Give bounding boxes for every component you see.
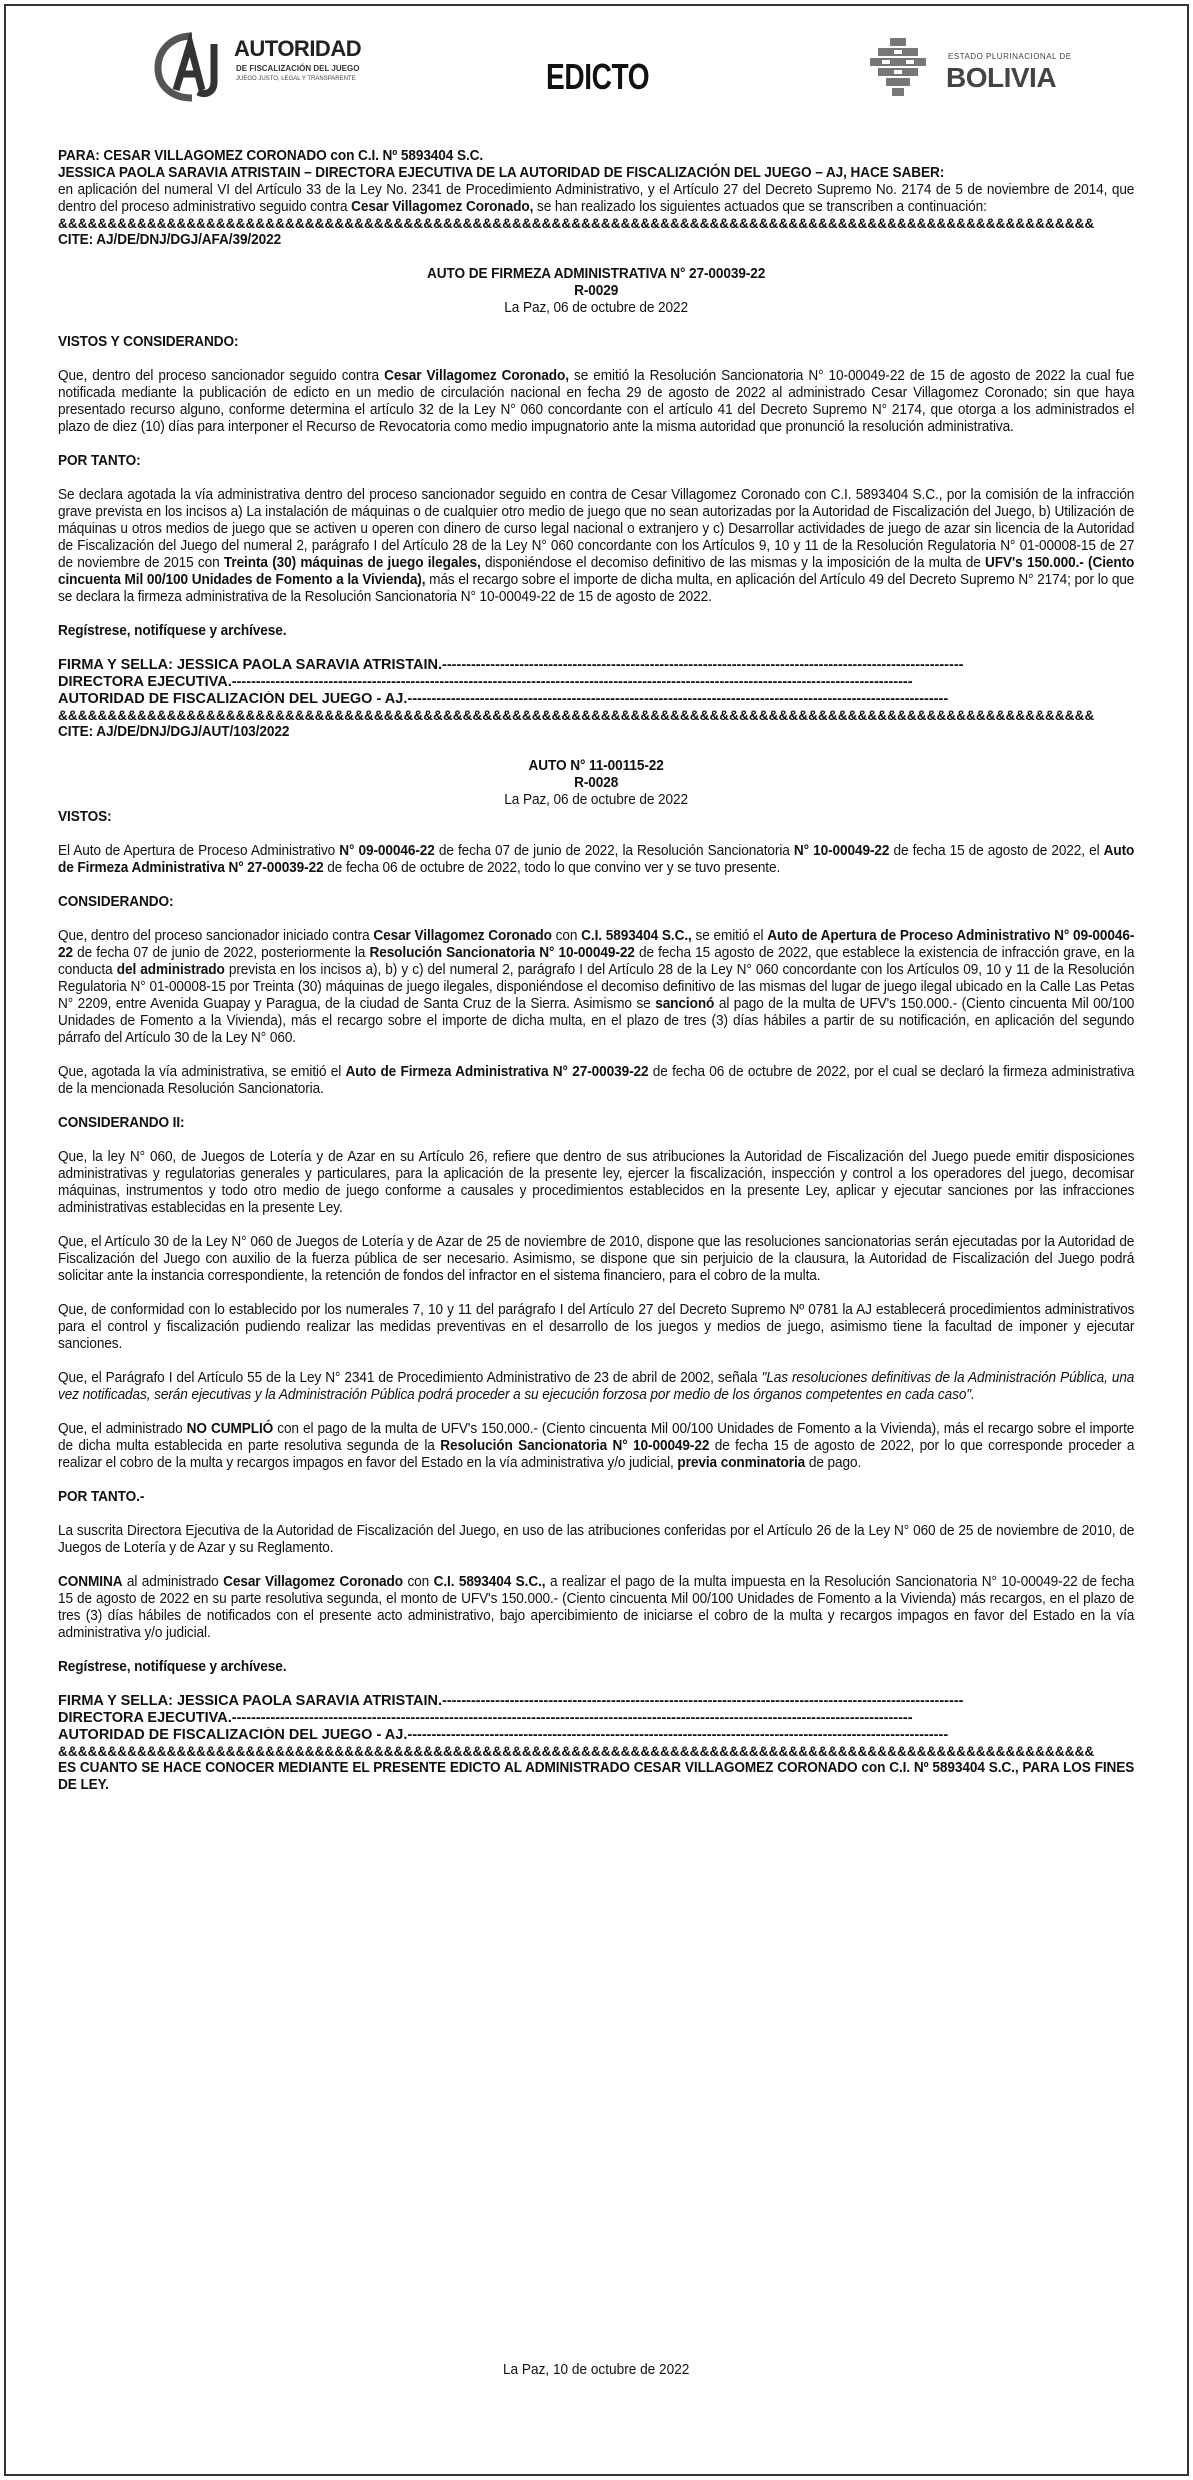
cons1-d: C.I. 5893404 S.C., <box>581 928 692 944</box>
separator-amp-3: &&&&&&&&&&&&&&&&&&&&&&&&&&&&&&&&&&&&&&&&&&&&&&&&&&&&&&&&&&&&&&&&&&&&&&&&&&&&&&&&&&&&&&&&&&&&&&&&&&&&&&&&& <box>58 1744 1095 1759</box>
auto1-portanto-paragraph <box>58 487 1134 606</box>
cons1-c: con <box>551 928 582 944</box>
auto2-considerando-heading: CONSIDERANDO: <box>58 894 174 910</box>
auto2-date: La Paz, 06 de octubre de 2022 <box>504 792 688 808</box>
c2p5-b: NO CUMPLIÓ <box>186 1421 274 1437</box>
auto2-c2-paragraph-4 <box>58 1370 1134 1404</box>
auto2-directora: DIRECTORA EJECUTIVA.--------------------------------------------------------------------------------------------------------------------------------------------- <box>58 1710 913 1726</box>
cons1-i: de fecha 15 agosto de 2022, que establece la existencia de infracción grave, en la conducta <box>58 945 1135 978</box>
aj-logo <box>154 32 374 102</box>
cons1-j: del administrado <box>116 962 225 978</box>
auto2-vistos-c: de fecha 07 de junio de 2022, la Resolución Sancionatoria <box>434 843 794 859</box>
recipient-line: PARA: CESAR VILLAGOMEZ CORONADO con C.I. Nº 5893404 S.C. <box>58 148 484 164</box>
footer-date <box>0 2362 1193 2378</box>
pt2-b: al administrado <box>122 1574 224 1590</box>
pt2-f: a realizar el pago de la multa impuesta en la Resolución Sancionatoria N° 10-00049-22 de fecha 15 de agosto de 2022 en su parte resolutiva segunda, el monto de UFV's 150.000.- (Ciento cincuenta Mil 00/100 Unidades de Fomento a la Vivienda) más recargos, en el plazo de tres (3) días hábiles de notificados con el presente acto administrativo, bajo apercibimiento de iniciarse el cobro de la multa y recargos impagos en favor del Estado en la vía administrativa y/o judicial. <box>58 1574 1135 1641</box>
auto1-autoridad: AUTORIDAD DE FISCALIZACIÓN DEL JUEGO - AJ.---------------------------------------------------------------------------------------------------------------- <box>58 691 949 707</box>
intro-text-a: en aplicación del numeral VI del Artículo 33 de la Ley No. 2341 de Procedimiento Administrativo, y el Artículo 27 del Decreto Supremo No. 2174 de 5 de noviembre de 2014, que dentro del proceso administrativo seguido contra <box>58 182 1135 215</box>
auto1-vistos-b: se emitió la Resolución Sancionatoria N° 10-00049-22 de 15 de agosto de 2022 la cual fue notificada mediante la publicación de edicto en un medio de circulación nacional en fecha 29 de agosto de 2022 al administrado Cesar Villagomez Coronado; sin que haya presentado recurso alguno, conforme determina el artículo 32 de la Ley N° 060 concordante con el artículo 41 del Decreto Supremo N° 2174, que otorga a los administrados el plazo de diez (10) días para interponer el Recurso de Revocatoria como medio impugnatorio ante la misma autoridad que pronunció la resolución administrativa. <box>58 368 1135 435</box>
cons1-e: se emitió el <box>691 928 768 944</box>
auto2-autoridad: AUTORIDAD DE FISCALIZACIÓN DEL JUEGO - AJ.---------------------------------------------------------------------------------------------------------------- <box>58 1727 949 1743</box>
auto2-c2-paragraph-3: Que, de conformidad con lo establecido por los numerales 7, 10 y 11 del parágrafo I del Artículo 27 del Decreto Supremo Nº 0781 la AJ establecerá procedimientos administrativos para el control y fiscalización pudiendo realizar las medidas preventivas en el desarrollo de los juegos y medios de juego, asimismo tiene la facultad de imponer y ejecutar sanciones. <box>58 1302 1135 1352</box>
pt2-a: CONMINA <box>58 1574 123 1590</box>
auto1-code: R-0029 <box>574 283 619 299</box>
auto1-vistos-heading: VISTOS Y CONSIDERANDO: <box>58 334 239 350</box>
auto2-firma: FIRMA Y SELLA: JESSICA PAOLA SARAVIA ATRISTAIN.------------------------------------------------------------------------------------------------------------ <box>58 1693 964 1709</box>
auto2-code: R-0028 <box>574 775 619 791</box>
auto2-c2-paragraph-5 <box>58 1421 1134 1472</box>
c2p5-g: de pago. <box>805 1455 862 1471</box>
cite-1: CITE: AJ/DE/DNJ/DGJ/AFA/39/2022 <box>58 232 282 248</box>
aj-logo-icon <box>154 32 230 102</box>
cons1-k: prevista en los incisos a), b) y c) del numeral 2, parágrafo I del Artículo 28 de la Ley N° 060 concordante con los Artículos 09, 10 y 11 de la Resolución Regulatoria N° 01-00008-15 por Treinta (30) máquinas de juego ilegales, disponiéndose el decomiso definitivo de las mismas del lugar de juego ilegal ubicado en la Calle Las Petas N° 2209, entre Avenida Guapay y Paragua, de la ciudad de Santa Cruz de la Sierra. Asimismo se <box>58 962 1135 1012</box>
cons1-h: Resolución Sancionatoria N° 10-00049-22 <box>369 945 635 961</box>
cons1-a: Que, dentro del proceso sancionador iniciado contra <box>58 928 374 944</box>
bolivia-emblem-icon <box>858 34 938 104</box>
cons2-a: Que, agotada la vía administrativa, se emitió el <box>58 1064 346 1080</box>
cons1-g: de fecha 07 de junio de 2022, posteriormente la <box>72 945 370 961</box>
auto1-registrese: Regístrese, notifíquese y archívese. <box>58 623 287 639</box>
bolivia-logo <box>858 34 1072 104</box>
bolivia-logo-line1: ESTADO PLURINACIONAL DE <box>948 52 1072 61</box>
auto2-vistos-heading: VISTOS: <box>58 809 112 825</box>
auto1-portanto-b: Treinta (30) máquinas de juego ilegales, <box>223 555 481 571</box>
auto2-portanto-paragraph-2 <box>58 1574 1134 1642</box>
auto2-considerando-ii-heading: CONSIDERANDO II: <box>58 1115 185 1131</box>
auto1-portanto-d: UFV's 150.000.- (Ciento cincuenta Mil 00/100 Unidades de Fomento a la Vivienda), <box>58 555 1135 588</box>
auto2-c2-paragraph-2: Que, el Artículo 30 de la Ley N° 060 de Juegos de Lotería y de Azar de 25 de noviembre de 2010, dispone que las resoluciones sancionatorias serán ejecutadas por la Autoridad de Fiscalización del Juego con auxilio de la fuerza pública de ser necesario. Asimismo, se dispone que sin perjuicio de la clausura, la Autoridad de Fiscalización del Juego podrá solicitar ante la instancia correspondiente, la retención de fondos del infractor en el sistema financiero, para el cobro de la multa. <box>58 1234 1135 1284</box>
pt2-e: C.I. 5893404 S.C., <box>433 1574 546 1590</box>
pt2-d: con <box>403 1574 434 1590</box>
auto1-firma: FIRMA Y SELLA: JESSICA PAOLA SARAVIA ATRISTAIN.------------------------------------------------------------------------------------------------------------ <box>58 657 964 673</box>
c2p4-quote: "Las resoluciones definitivas de la Administración Pública, una vez notificadas, serán ejecutivas y la Administración Pública podrá proceder a su ejecución forzosa por medio de los órganos competentes en cada caso". <box>58 1370 1135 1403</box>
auto2-registrese: Regístrese, notifíquese y archívese. <box>58 1659 287 1675</box>
cons2-c: de fecha 06 de octubre de 2022, por el cual se declaró la firmeza administrativa de la mencionada Resolución Sancionatoria. <box>58 1064 1135 1097</box>
auto1-portanto-c: disponiéndose el decomiso definitivo de las mismas y la imposición de la multa de <box>480 555 986 571</box>
c2p5-f: previa conminatoria <box>677 1455 806 1471</box>
auto1-portanto-heading: POR TANTO: <box>58 453 141 469</box>
auto2-c2-paragraph-1: Que, la ley N° 060, de Juegos de Lotería y de Azar en su Artículo 26, refiere que dentro de sus atribuciones la Autoridad de Fiscalización del Juego puede emitir disposiciones administrativas y regulatorias generales y particulares, para la aplicación de la presente ley, ejercer la fiscalización, inspección y control a los operadores del juego, decomisar máquinas, instrumentos y todo otro medio de juego conforme a causales y procedimientos establecidos en la presente Ley, aplicar y ejecutar sanciones por las infracciones administrativas establecidas en la presente Ley. <box>58 1149 1135 1216</box>
auto2-considerando-2 <box>58 1064 1134 1098</box>
cite-2: CITE: AJ/DE/DNJ/DGJ/AUT/103/2022 <box>58 724 290 740</box>
cons1-m: al pago de la multa de UFV's 150.000.- (Ciento cincuenta Mil 00/100 Unidades de Fomento a la Vivienda), más el recargo sobre el importe de dicha multa, en el plazo de tres (3) días hábiles a partir de su notificación, en aplicación del segundo párrafo del Artículo 30 de la Ley N° 060. <box>58 996 1135 1046</box>
c2p4-a: Que, el Parágrafo I del Artículo 55 de la Ley N° 2341 de Procedimiento Administrativo de 23 de abril de 2002, señala <box>58 1370 762 1386</box>
document-title: EDICTO <box>546 56 650 97</box>
cons1-l: sancionó <box>655 996 715 1012</box>
intro-paragraph <box>58 182 1134 216</box>
auto2-considerando-1 <box>58 928 1134 1047</box>
auto1-portanto-e: más el recargo sobre el importe de dicha multa, en aplicación del Artículo 49 del Decreto Supremo N° 2174; por lo que se declara la firmeza administrativa de la Resolución Sancionatoria N° 10-00049-22 de 15 de agosto de 2022. <box>58 572 1135 605</box>
auto1-directora: DIRECTORA EJECUTIVA.--------------------------------------------------------------------------------------------------------------------------------------------- <box>58 674 913 690</box>
auto2-vistos-a: El Auto de Apertura de Proceso Administrativo <box>58 843 340 859</box>
aj-logo-tagline: JUEGO JUSTO, LEGAL Y TRANSPARENTE <box>236 76 356 82</box>
auto1-date: La Paz, 06 de octubre de 2022 <box>504 300 688 316</box>
auto1-portanto-a: Se declara agotada la vía administrativa dentro del proceso sancionador seguido en contra de Cesar Villagomez Coronado con C.I. 5893404 S.C., por la comisión de la infracción grave prevista en los incisos a) La instalación de máquinas o de cualquier otro medio de juego que no sean autorizadas por la Autoridad de Fiscalización del Juego, b) Utilización de máquinas u otros medios de juego que se activen u operen con dinero de curso legal nacional o extranjero y c) Desarrollar actividades de juego de azar sin licencia de la Autoridad de Fiscalización del Juego del numeral 2, parágrafo I del Artículo 28 de la Ley N° 060 concordante con los Artículos 9, 10 y 11 de la Resolución Regulatoria N° 01-00008-15 de 27 de noviembre de 2015 con <box>58 487 1135 571</box>
auto2-vistos-g: de fecha 06 de octubre de 2022, todo lo que convino ver y se tuvo presente. <box>323 860 781 876</box>
auto2-vistos-f: Auto de Firmeza Administrativa N° 27-00039-22 <box>58 843 1135 876</box>
bolivia-logo-line2: BOLIVIA <box>946 62 1057 93</box>
auto1-title: AUTO DE FIRMEZA ADMINISTRATIVA N° 27-00039-22 <box>427 266 766 282</box>
auto2-portanto-paragraph-1: La suscrita Directora Ejecutiva de la Autoridad de Fiscalización del Juego, en uso de las atribuciones conferidas por el Artículo 26 de la Ley N° 060 de 25 de noviembre de 2010, de Juegos de Lotería y de Azar y su Reglamento. <box>58 1523 1135 1556</box>
cons1-f: Auto de Apertura de Proceso Administrativo N° 09-00046-22 <box>58 928 1135 961</box>
separator-amp-2: &&&&&&&&&&&&&&&&&&&&&&&&&&&&&&&&&&&&&&&&&&&&&&&&&&&&&&&&&&&&&&&&&&&&&&&&&&&&&&&&&&&&&&&&&&&&&&&&&&&&&&&&& <box>58 708 1095 723</box>
c2p5-d: Resolución Sancionatoria N° 10-00049-22 <box>440 1438 710 1454</box>
auto2-vistos-e: de fecha 15 de agosto de 2022, el <box>889 843 1104 859</box>
auto2-vistos-b: N° 09-00046-22 <box>339 843 435 859</box>
footer-date-text: La Paz, 10 de octubre de 2022 <box>503 2362 690 2378</box>
pt2-c: Cesar Villagomez Coronado <box>223 1574 404 1590</box>
aj-logo-subtitle: DE FISCALIZACIÓN DEL JUEGO <box>236 64 360 73</box>
auto2-vistos-d: N° 10-00049-22 <box>793 843 890 859</box>
c2p5-e: de fecha 15 de agosto de 2022, por lo que corresponde proceder a realizar el cobro de la multa y recargos impagos en favor del Estado en la vía administrativa y/o judicial, <box>58 1438 1135 1471</box>
cons2-b: Auto de Firmeza Administrativa N° 27-00039-22 <box>345 1064 649 1080</box>
auto1-vistos-a: Que, dentro del proceso sancionador seguido contra <box>58 368 385 384</box>
c2p5-c: con el pago de la multa de UFV's 150.000.- (Ciento cincuenta Mil 00/100 Unidades de Fomento a la Vivienda), más el recargo sobre el importe de dicha multa establecida en parte resolutiva segunda de la <box>58 1421 1135 1454</box>
edicto-body <box>58 148 1134 1794</box>
closing-statement: ES CUANTO SE HACE CONOCER MEDIANTE EL PRESENTE EDICTO AL ADMINISTRADO CESAR VILLAGOMEZ CORONADO con C.I. Nº 5893404 S.C., PARA LOS FINES DE LEY. <box>58 1760 1135 1793</box>
auto2-title: AUTO N° 11-00115-22 <box>528 758 664 774</box>
auto2-vistos-paragraph <box>58 843 1134 877</box>
aj-logo-name: AUTORIDAD <box>234 36 362 61</box>
c2p5-a: Que, el administrado <box>58 1421 187 1437</box>
auto2-portanto-heading: POR TANTO.- <box>58 1489 145 1505</box>
intro-name: Cesar Villagomez Coronado, <box>351 199 534 215</box>
separator-amp: &&&&&&&&&&&&&&&&&&&&&&&&&&&&&&&&&&&&&&&&&&&&&&&&&&&&&&&&&&&&&&&&&&&&&&&&&&&&&&&&&&&&&&&&&&&&&&&&&&&&&&&&& <box>58 216 1095 231</box>
intro-text-b: se han realizado los siguientes actuados que se transcriben a continuación: <box>533 199 987 215</box>
issuer-line: JESSICA PAOLA SARAVIA ATRISTAIN – DIRECTORA EJECUTIVA DE LA AUTORIDAD DE FISCALIZACIÓN DEL JUEGO – AJ, HACE SABER: <box>58 165 945 181</box>
auto1-vistos-paragraph <box>58 368 1134 436</box>
auto1-vistos-name: Cesar Villagomez Coronado, <box>384 368 569 384</box>
cons1-b: Cesar Villagomez Coronado <box>373 928 552 944</box>
